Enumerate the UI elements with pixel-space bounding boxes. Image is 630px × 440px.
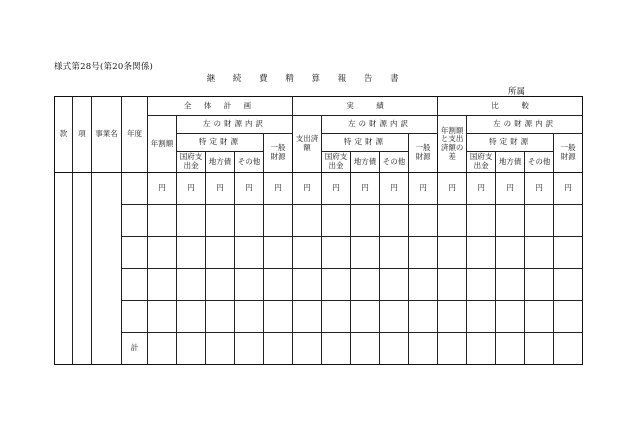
unit-label: 円: [322, 173, 351, 205]
actual-general-header: [409, 134, 438, 173]
header-jigyou: 事業名: [92, 97, 122, 173]
nendo-cell: [122, 269, 148, 301]
table-row: [55, 237, 583, 269]
unit-label: 円: [351, 173, 380, 205]
table-row: [55, 301, 583, 333]
plan-year-amount-header: 年割額: [148, 116, 177, 173]
table-row: [55, 269, 583, 301]
kou-cell: [73, 173, 92, 365]
compare-specific-header: 特定財源: [467, 134, 554, 152]
compare-general-label: 一般財源: [560, 143, 576, 161]
actual-national-header: [322, 152, 351, 173]
compare-amount-label: 年割額と支出済額の差: [440, 125, 464, 161]
plan-national-label: 国府支出金: [179, 152, 203, 170]
compare-national-header: [467, 152, 496, 173]
plan-general-label: 一般財源: [270, 143, 286, 161]
unit-label: 円: [409, 173, 438, 205]
table-row: [55, 205, 583, 237]
compare-local-bond-header: 地方債: [496, 152, 525, 173]
unit-label: 円: [380, 173, 409, 205]
actual-amount-header: 支出済額: [293, 116, 322, 173]
unit-label: 円: [496, 173, 525, 205]
document-title: 継 続 費 精 算 報 告 書: [206, 74, 404, 84]
unit-label: 円: [554, 173, 583, 205]
compare-other-header: その他: [525, 152, 554, 173]
actual-general-label: 一般財源: [415, 143, 431, 161]
nendo-cell: [122, 237, 148, 269]
group-compare: 比 較: [438, 97, 583, 116]
compare-general-header: [554, 134, 583, 173]
actual-breakdown-header: 左の財源内訳: [322, 116, 438, 134]
actual-national-label: 国府支出金: [324, 152, 348, 170]
actual-other-header: その他: [380, 152, 409, 173]
group-actual: 実 績: [293, 97, 438, 116]
unit-label: 円: [235, 173, 264, 205]
unit-label: 円: [525, 173, 554, 205]
nendo-cell: [122, 173, 148, 205]
compare-national-label: 国府支出金: [469, 152, 493, 170]
unit-label: 円: [148, 173, 177, 205]
compare-breakdown-header: 左の財源内訳: [467, 116, 583, 134]
unit-label: 円: [264, 173, 293, 205]
plan-specific-header: 特定財源: [177, 134, 264, 152]
header-kan: 款: [55, 97, 73, 173]
header-nendo: 年度: [122, 97, 148, 173]
nendo-cell: [122, 205, 148, 237]
unit-label: 円: [206, 173, 235, 205]
form-number-label: 様式第28号(第20条関係): [54, 62, 154, 72]
settlement-report-table: [54, 96, 583, 365]
plan-local-bond-header: 地方債: [206, 152, 235, 173]
total-label: 計: [122, 333, 148, 365]
compare-amount-header: [438, 116, 467, 173]
header-kou: 項: [73, 97, 92, 173]
unit-label: 円: [438, 173, 467, 205]
unit-label: 円: [293, 173, 322, 205]
actual-local-bond-header: 地方債: [351, 152, 380, 173]
total-row: [55, 333, 583, 365]
plan-general-header: [264, 134, 293, 173]
unit-label: 円: [177, 173, 206, 205]
plan-other-header: その他: [235, 152, 264, 173]
unit-label: 円: [467, 173, 496, 205]
actual-specific-header: 特定財源: [322, 134, 409, 152]
nendo-cell: [122, 301, 148, 333]
plan-breakdown-header: 左の財源内訳: [177, 116, 293, 134]
affiliation-label: 所属: [508, 87, 526, 97]
group-plan: 全 体 計 画: [148, 97, 293, 116]
kan-cell: [55, 173, 73, 365]
plan-national-header: [177, 152, 206, 173]
jigyou-cell: [92, 173, 122, 365]
